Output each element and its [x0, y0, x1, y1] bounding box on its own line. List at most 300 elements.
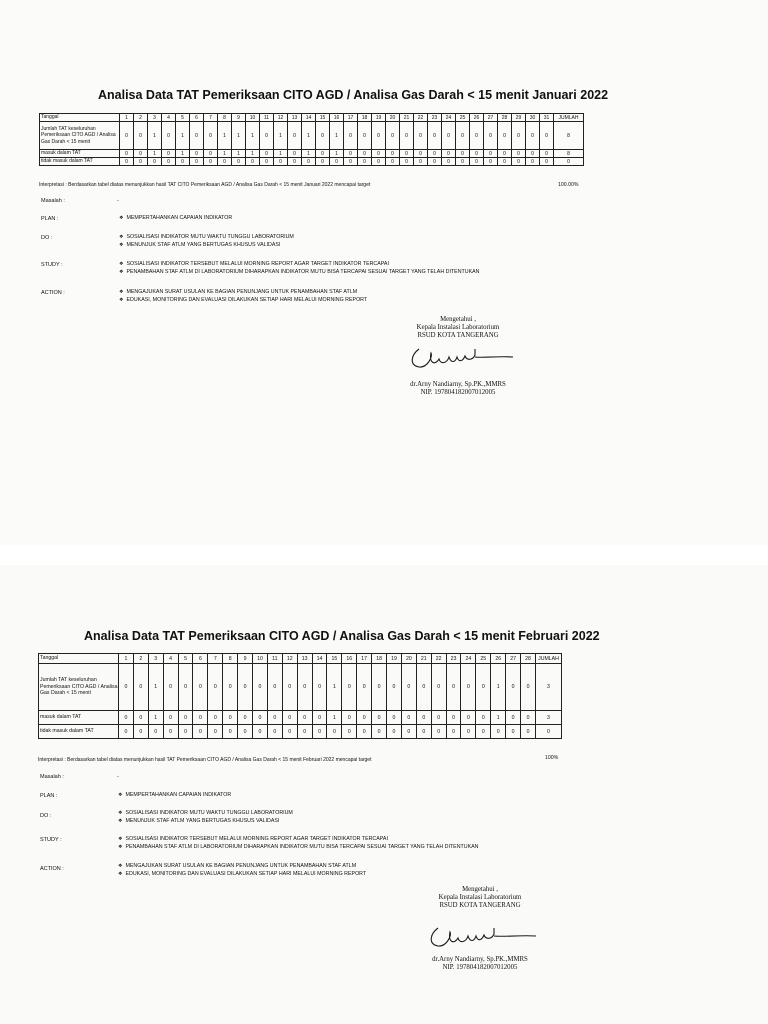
value-cell: 0 [148, 158, 162, 166]
value-cell: 0 [190, 150, 204, 158]
study-list [118, 835, 478, 851]
value-cell: 0 [223, 725, 238, 739]
table-row [39, 664, 562, 711]
day-header-cell: 13 [297, 654, 312, 664]
value-cell: 0 [428, 150, 442, 158]
row-label-cell: masuk dalam TAT [40, 150, 120, 158]
value-cell: 0 [431, 725, 446, 739]
value-cell: 0 [120, 158, 134, 166]
value-cell: 1 [302, 122, 316, 150]
value-cell: 1 [330, 150, 344, 158]
value-cell: 0 [526, 158, 540, 166]
value-cell: 0 [208, 664, 223, 711]
value-cell: 0 [372, 122, 386, 150]
list-item: ❖ PENAMBAHAN STAF ATLM DI LABORATORIUM DIHARAPKAN INDIKATOR MUTU BISA TERCAPAI SESUAI TARGET YANG TELAH DITENTUKAN [118, 843, 478, 851]
value-cell: 0 [134, 122, 148, 150]
value-cell: 0 [357, 725, 372, 739]
report-title: Analisa Data TAT Pemeriksaan CITO AGD / Analisa Gas Darah < 15 menit Januari 2022 [98, 88, 609, 102]
value-cell: 0 [297, 711, 312, 725]
day-header-cell: 21 [400, 114, 414, 122]
value-cell: 0 [476, 725, 491, 739]
total-cell: 8 [554, 150, 584, 158]
day-header-cell: 17 [344, 114, 358, 122]
value-cell: 0 [540, 158, 554, 166]
day-header-cell: 12 [274, 114, 288, 122]
row-label-cell: masuk dalam TAT [39, 711, 119, 725]
list-item: ❖ EDUKASI, MONITORING DAN EVALUASI DILAKUKAN SETIAP HARI MELALUI MORNING REPORT [119, 296, 367, 304]
row-label-cell: tidak masuk dalam TAT [39, 725, 119, 739]
day-header-cell: 4 [162, 114, 176, 122]
value-cell: 1 [148, 664, 163, 711]
day-header-cell: 17 [357, 654, 372, 664]
day-header-cell: 5 [178, 654, 193, 664]
header-cell: Tanggal [40, 114, 120, 122]
value-cell: 0 [208, 711, 223, 725]
total-cell: 3 [536, 711, 562, 725]
total-cell: 3 [536, 664, 562, 711]
value-cell: 1 [330, 122, 344, 150]
action-label: ACTION : [40, 866, 64, 872]
value-cell: 0 [134, 150, 148, 158]
value-cell: 0 [223, 664, 238, 711]
day-header-cell: 5 [176, 114, 190, 122]
day-header-cell: 7 [208, 654, 223, 664]
value-cell: 0 [133, 725, 148, 739]
value-cell: 0 [204, 122, 218, 150]
value-cell: 0 [521, 725, 536, 739]
value-cell: 0 [282, 711, 297, 725]
value-cell: 0 [260, 158, 274, 166]
day-header-cell: 14 [312, 654, 327, 664]
value-cell: 0 [372, 725, 387, 739]
masalah-label: Masalah : [40, 774, 64, 780]
tat-table [38, 653, 562, 739]
value-cell: 0 [470, 122, 484, 150]
value-cell: 0 [208, 725, 223, 739]
value-cell: 0 [178, 664, 193, 711]
value-cell: 0 [442, 150, 456, 158]
value-cell: 0 [461, 711, 476, 725]
value-cell: 0 [316, 122, 330, 150]
day-header-cell: 24 [461, 654, 476, 664]
value-cell: 0 [260, 122, 274, 150]
value-cell: 0 [218, 158, 232, 166]
value-cell: 0 [400, 150, 414, 158]
signer-block [378, 381, 538, 397]
day-header-cell: 28 [521, 654, 536, 664]
value-cell: 1 [148, 150, 162, 158]
row-label-cell: Jumlah TAT keseluruhan Pemeriksaan CITO AGD / Analisa Gas Darah < 15 menit [39, 664, 119, 711]
day-header-cell: 31 [540, 114, 554, 122]
approval-line2: Kepala Instalasi Laboratorium [438, 894, 522, 901]
list-item: ❖ MENGAJUKAN SURAT USULAN KE BAGIAN PENUNJANG UNTUK PENAMBAHAN STAF ATLM [119, 288, 367, 296]
list-item: ❖ MENUNJUK STAF ATLM YANG BERTUGAS KHUSUS VALIDASI [118, 817, 293, 825]
value-cell: 0 [512, 150, 526, 158]
value-cell: 0 [316, 150, 330, 158]
value-cell: 0 [400, 122, 414, 150]
signer-nip: NIP. 197804182007012005 [442, 964, 518, 971]
day-header-cell: 10 [246, 114, 260, 122]
day-header-cell: 15 [316, 114, 330, 122]
value-cell: 0 [476, 711, 491, 725]
value-cell: 0 [416, 711, 431, 725]
value-cell: 0 [302, 158, 316, 166]
approval-block [378, 316, 538, 340]
day-header-cell: 30 [526, 114, 540, 122]
value-cell: 0 [414, 150, 428, 158]
table-header-row [40, 114, 584, 122]
value-cell: 0 [484, 158, 498, 166]
value-cell: 0 [414, 158, 428, 166]
day-header-cell: 18 [372, 654, 387, 664]
value-cell: 0 [461, 725, 476, 739]
value-cell: 1 [246, 150, 260, 158]
value-cell: 0 [162, 158, 176, 166]
value-cell: 0 [358, 158, 372, 166]
value-cell: 0 [163, 725, 178, 739]
value-cell: 0 [431, 664, 446, 711]
list-item: ❖ SOSIALISASI INDIKATOR TERSEBUT MELALUI MORNING REPORT AGAR TARGET INDIKATOR TERCAPAI [119, 260, 479, 268]
action-label: ACTION : [41, 290, 65, 296]
value-cell: 0 [193, 725, 208, 739]
value-cell: 0 [386, 122, 400, 150]
value-cell: 0 [297, 725, 312, 739]
value-cell: 0 [119, 725, 134, 739]
value-cell: 0 [416, 664, 431, 711]
approval-line2: Kepala Instalasi Laboratorium [416, 324, 500, 331]
value-cell: 1 [302, 150, 316, 158]
value-cell: 0 [506, 725, 521, 739]
value-cell: 0 [204, 150, 218, 158]
value-cell: 0 [163, 711, 178, 725]
day-header-cell: 18 [358, 114, 372, 122]
value-cell: 1 [327, 711, 342, 725]
study-label: STUDY : [41, 262, 63, 268]
value-cell: 0 [282, 725, 297, 739]
day-header-cell: 2 [134, 114, 148, 122]
value-cell: 0 [260, 150, 274, 158]
table-row [39, 711, 562, 725]
day-header-cell: 22 [414, 114, 428, 122]
value-cell: 0 [267, 711, 282, 725]
percentage-value: 100.00% [558, 182, 579, 188]
value-cell: 0 [297, 664, 312, 711]
study-list [119, 260, 479, 276]
value-cell: 0 [178, 711, 193, 725]
value-cell: 0 [400, 158, 414, 166]
total-header-cell: JUMLAH [554, 114, 584, 122]
approval-line1: Mengetahui , [440, 316, 476, 323]
day-header-cell: 14 [302, 114, 316, 122]
value-cell: 0 [148, 725, 163, 739]
approval-line1: Mengetahui , [462, 886, 498, 893]
value-cell: 0 [372, 664, 387, 711]
list-item: ❖ SOSIALISASI INDIKATOR TERSEBUT MELALUI MORNING REPORT AGAR TARGET INDIKATOR TERCAPAI [118, 835, 478, 843]
list-item: ❖ MEMPERTAHANKAN CAPAIAN INDIKATOR [119, 214, 232, 222]
value-cell: 0 [357, 664, 372, 711]
list-item: ❖ MEMPERTAHANKAN CAPAIAN INDIKATOR [118, 791, 231, 799]
list-item: ❖ SOSIALISASI INDIKATOR MUTU WAKTU TUNGGU LABORATORIUM [119, 233, 294, 241]
do-list [119, 233, 294, 249]
value-cell: 0 [344, 150, 358, 158]
value-cell: 0 [540, 150, 554, 158]
value-cell: 0 [461, 664, 476, 711]
approval-block [400, 886, 560, 910]
value-cell: 0 [498, 158, 512, 166]
value-cell: 0 [133, 711, 148, 725]
value-cell: 0 [193, 664, 208, 711]
value-cell: 0 [442, 158, 456, 166]
value-cell: 0 [428, 122, 442, 150]
value-cell: 0 [133, 664, 148, 711]
day-header-cell: 26 [491, 654, 506, 664]
value-cell: 0 [431, 711, 446, 725]
value-cell: 0 [512, 122, 526, 150]
day-header-cell: 4 [163, 654, 178, 664]
day-header-cell: 1 [119, 654, 134, 664]
day-header-cell: 1 [120, 114, 134, 122]
day-header-cell: 25 [476, 654, 491, 664]
row-label-cell: Jumlah TAT keseluruhan Pemeriksaan CITO AGD / Analisa Gas Darah < 15 menit [40, 122, 120, 150]
value-cell: 0 [491, 725, 506, 739]
value-cell: 0 [162, 122, 176, 150]
value-cell: 0 [119, 711, 134, 725]
row-label-cell: tidak masuk dalam TAT [40, 158, 120, 166]
day-header-cell: 19 [372, 114, 386, 122]
value-cell: 0 [414, 122, 428, 150]
value-cell: 1 [148, 711, 163, 725]
day-header-cell: 26 [470, 114, 484, 122]
value-cell: 0 [342, 664, 357, 711]
tat-table [39, 113, 584, 166]
day-header-cell: 24 [442, 114, 456, 122]
value-cell: 0 [387, 725, 402, 739]
value-cell: 0 [223, 711, 238, 725]
value-cell: 0 [344, 122, 358, 150]
value-cell: 0 [521, 664, 536, 711]
value-cell: 0 [401, 725, 416, 739]
value-cell: 0 [232, 158, 246, 166]
report-title: Analisa Data TAT Pemeriksaan CITO AGD / Analisa Gas Darah < 15 menit Februari 2022 [84, 629, 600, 643]
value-cell: 0 [470, 150, 484, 158]
value-cell: 0 [312, 725, 327, 739]
value-cell: 0 [238, 711, 253, 725]
masalah-value: - [117, 774, 119, 780]
signer-nip: NIP. 197804182007012005 [420, 389, 496, 396]
day-header-cell: 12 [282, 654, 297, 664]
value-cell: 1 [246, 122, 260, 150]
value-cell: 0 [512, 158, 526, 166]
day-header-cell: 3 [148, 654, 163, 664]
value-cell: 0 [312, 664, 327, 711]
value-cell: 0 [288, 158, 302, 166]
day-header-cell: 13 [288, 114, 302, 122]
value-cell: 0 [267, 725, 282, 739]
day-header-cell: 28 [498, 114, 512, 122]
value-cell: 0 [442, 122, 456, 150]
value-cell: 0 [342, 725, 357, 739]
day-header-cell: 6 [190, 114, 204, 122]
value-cell: 0 [470, 158, 484, 166]
table-row [40, 150, 584, 158]
value-cell: 0 [446, 725, 461, 739]
value-cell: 0 [446, 711, 461, 725]
day-header-cell: 11 [260, 114, 274, 122]
day-header-cell: 9 [238, 654, 253, 664]
total-cell: 0 [554, 158, 584, 166]
day-header-cell: 20 [401, 654, 416, 664]
day-header-cell: 15 [327, 654, 342, 664]
value-cell: 0 [190, 122, 204, 150]
action-list [118, 862, 366, 878]
value-cell: 0 [428, 158, 442, 166]
value-cell: 1 [327, 664, 342, 711]
value-cell: 0 [456, 150, 470, 158]
value-cell: 0 [484, 150, 498, 158]
value-cell: 0 [498, 150, 512, 158]
value-cell: 0 [288, 122, 302, 150]
plan-list [119, 214, 232, 222]
value-cell: 0 [456, 158, 470, 166]
signature-image [424, 923, 540, 951]
day-header-cell: 3 [148, 114, 162, 122]
value-cell: 0 [506, 711, 521, 725]
value-cell: 1 [491, 711, 506, 725]
value-cell: 1 [232, 150, 246, 158]
value-cell: 0 [498, 122, 512, 150]
value-cell: 0 [484, 122, 498, 150]
value-cell: 0 [344, 158, 358, 166]
list-item: ❖ SOSIALISASI INDIKATOR MUTU WAKTU TUNGGU LABORATORIUM [118, 809, 293, 817]
plan-label: PLAN : [40, 793, 58, 799]
approval-line3: RSUD KOTA TANGERANG [417, 332, 499, 339]
value-cell: 0 [267, 664, 282, 711]
percentage-value: 100% [545, 755, 559, 761]
day-header-cell: 27 [506, 654, 521, 664]
day-header-cell: 2 [133, 654, 148, 664]
value-cell: 0 [176, 158, 190, 166]
value-cell: 0 [506, 664, 521, 711]
value-cell: 0 [253, 664, 268, 711]
signer-name: dr.Arny Nandiarny, Sp.PK.,MMRS [432, 956, 528, 963]
list-item: ❖ MENGAJUKAN SURAT USULAN KE BAGIAN PENUNJANG UNTUK PENAMBAHAN STAF ATLM [118, 862, 366, 870]
value-cell: 0 [540, 122, 554, 150]
day-header-cell: 21 [416, 654, 431, 664]
value-cell: 0 [387, 664, 402, 711]
value-cell: 0 [253, 725, 268, 739]
masalah-value: - [117, 198, 119, 204]
total-cell: 8 [554, 122, 584, 150]
value-cell: 1 [148, 122, 162, 150]
value-cell: 0 [521, 711, 536, 725]
value-cell: 0 [456, 122, 470, 150]
study-label: STUDY : [40, 837, 62, 843]
value-cell: 0 [372, 150, 386, 158]
value-cell: 0 [134, 158, 148, 166]
value-cell: 0 [476, 664, 491, 711]
list-item: ❖ PENAMBAHAN STAF ATLM DI LABORATORIUM DIHARAPKAN INDIKATOR MUTU BISA TERCAPAI SESUAI TARGET YANG TELAH DITENTUKAN [119, 268, 479, 276]
value-cell: 0 [358, 122, 372, 150]
signer-block [400, 956, 560, 972]
day-header-cell: 23 [428, 114, 442, 122]
value-cell: 0 [204, 158, 218, 166]
value-cell: 0 [401, 664, 416, 711]
day-header-cell: 19 [387, 654, 402, 664]
value-cell: 0 [120, 122, 134, 150]
day-header-cell: 25 [456, 114, 470, 122]
value-cell: 0 [386, 158, 400, 166]
day-header-cell: 16 [330, 114, 344, 122]
value-cell: 0 [119, 664, 134, 711]
day-header-cell: 10 [253, 654, 268, 664]
value-cell: 0 [312, 711, 327, 725]
value-cell: 1 [218, 122, 232, 150]
value-cell: 0 [274, 158, 288, 166]
interpretation-text: Interpretasi : Berdasarkan tabel diatas menunjukkan hasil TAT CITO Pemeriksaan AGD / Analisa Gas Darah < 15 menit Januari 2022 mencapai target [39, 182, 371, 188]
value-cell: 1 [176, 122, 190, 150]
value-cell: 1 [274, 122, 288, 150]
masalah-label: Masalah : [41, 198, 65, 204]
value-cell: 0 [446, 664, 461, 711]
value-cell: 0 [358, 150, 372, 158]
do-label: DO : [40, 813, 52, 819]
value-cell: 1 [218, 150, 232, 158]
list-item: ❖ MENUNJUK STAF ATLM YANG BERTUGAS KHUSUS VALIDASI [119, 241, 294, 249]
value-cell: 0 [401, 711, 416, 725]
day-header-cell: 23 [446, 654, 461, 664]
value-cell: 0 [246, 158, 260, 166]
day-header-cell: 7 [204, 114, 218, 122]
value-cell: 0 [372, 158, 386, 166]
value-cell: 0 [327, 725, 342, 739]
day-header-cell: 16 [342, 654, 357, 664]
approval-line3: RSUD KOTA TANGERANG [439, 902, 521, 909]
day-header-cell: 29 [512, 114, 526, 122]
interpretation-text: Interpretasi : Berdasarkan tabel diatas menunjukkan hasil TAT Pemeriksaan CITO AGD / Analisa Gas Darah < 15 menit Februari 2022 mencapai target [38, 757, 372, 763]
value-cell: 1 [491, 664, 506, 711]
day-header-cell: 22 [431, 654, 446, 664]
value-cell: 0 [163, 664, 178, 711]
value-cell: 0 [190, 158, 204, 166]
table-row [39, 725, 562, 739]
day-header-cell: 8 [223, 654, 238, 664]
day-header-cell: 27 [484, 114, 498, 122]
value-cell: 0 [178, 725, 193, 739]
value-cell: 0 [162, 150, 176, 158]
total-cell: 0 [536, 725, 562, 739]
value-cell: 0 [120, 150, 134, 158]
value-cell: 0 [526, 150, 540, 158]
action-list [119, 288, 367, 304]
value-cell: 0 [330, 158, 344, 166]
value-cell: 0 [253, 711, 268, 725]
plan-label: PLAN : [41, 216, 59, 222]
value-cell: 1 [232, 122, 246, 150]
list-item: ❖ EDUKASI, MONITORING DAN EVALUASI DILAKUKAN SETIAP HARI MELALUI MORNING REPORT [118, 870, 366, 878]
value-cell: 0 [238, 725, 253, 739]
value-cell: 0 [193, 711, 208, 725]
day-header-cell: 9 [232, 114, 246, 122]
signer-name: dr.Arny Nandiarny, Sp.PK.,MMRS [410, 381, 506, 388]
header-cell: Tanggal [39, 654, 119, 664]
value-cell: 1 [176, 150, 190, 158]
plan-list [118, 791, 231, 799]
day-header-cell: 20 [386, 114, 400, 122]
day-header-cell: 11 [267, 654, 282, 664]
value-cell: 0 [238, 664, 253, 711]
table-header-row [39, 654, 562, 664]
day-header-cell: 8 [218, 114, 232, 122]
